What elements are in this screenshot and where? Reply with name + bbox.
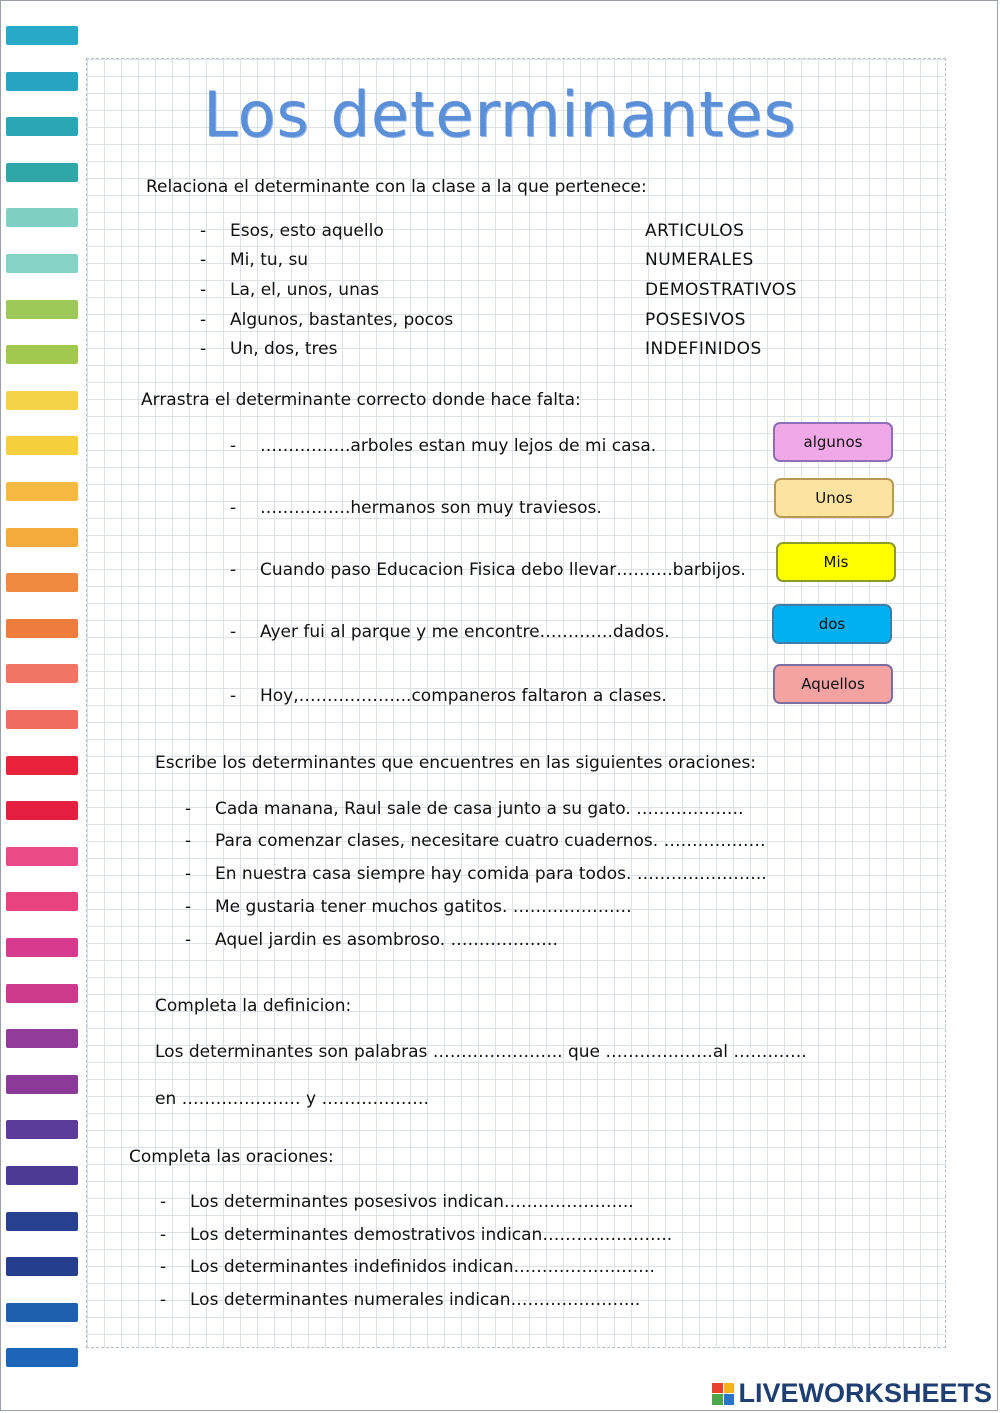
- match-left-item: - Esos, esto aquello: [200, 221, 384, 241]
- match-left-item: - Mi, tu, su: [200, 250, 309, 270]
- match-left-item: - Un, dos, tres: [200, 339, 338, 359]
- color-stripe: [6, 1029, 78, 1048]
- color-stripe: [6, 26, 78, 45]
- match-right-item[interactable]: DEMOSTRATIVOS: [645, 280, 797, 300]
- drag-chip-aquellos[interactable]: Aquellos: [773, 664, 893, 704]
- color-stripe: [6, 984, 78, 1003]
- color-stripe: [6, 528, 78, 547]
- color-stripe: [6, 1075, 78, 1094]
- color-stripe: [6, 1120, 78, 1139]
- color-stripe: [6, 710, 78, 729]
- complete-sentence: - Los determinantes numerales indican…………………..: [160, 1290, 641, 1310]
- drag-sentence: - Ayer fui al parque y me encontre………….dados.: [230, 622, 670, 642]
- drag-sentence: - Cuando paso Educacion Fisica debo llevar……….barbijos.: [230, 560, 746, 580]
- color-stripe: [6, 345, 78, 364]
- liveworksheets-logo-text: LIVEWORKSHEETS: [738, 1378, 992, 1408]
- section5-heading: Completa las oraciones:: [129, 1147, 334, 1167]
- definition-line-1: Los determinantes son palabras ………………….. que ……………….al ………….: [155, 1042, 807, 1062]
- drag-chip-algunos[interactable]: algunos: [773, 422, 893, 462]
- color-stripe: [6, 1303, 78, 1322]
- color-stripe: [6, 756, 78, 775]
- complete-sentence: - Los determinantes posesivos indican…………………..: [160, 1192, 634, 1212]
- color-stripe: [6, 482, 78, 501]
- color-stripe: [6, 208, 78, 227]
- write-sentence: - Aquel jardin es asombroso. ……………….: [185, 930, 558, 950]
- color-stripe: [6, 254, 78, 273]
- color-stripe: [6, 1166, 78, 1185]
- write-sentence: - En nuestra casa siempre hay comida para todos. …………………..: [185, 864, 767, 884]
- drag-chip-unos[interactable]: Unos: [774, 478, 894, 518]
- color-stripe: [6, 573, 78, 592]
- color-stripe: [6, 847, 78, 866]
- write-sentence: - Cada manana, Raul sale de casa junto a su gato. ……………….: [185, 799, 744, 819]
- color-stripe: [6, 619, 78, 638]
- worksheet-title: Los determinantes: [203, 78, 797, 151]
- color-stripe: [6, 436, 78, 455]
- match-right-item[interactable]: NUMERALES: [645, 250, 754, 270]
- drag-sentence: - …………….arboles estan muy lejos de mi casa.: [230, 436, 657, 456]
- match-right-item[interactable]: INDEFINIDOS: [645, 339, 762, 359]
- color-stripe: [6, 892, 78, 911]
- complete-sentence: - Los determinantes demostrativos indican…………………..: [160, 1225, 673, 1245]
- liveworksheets-logo: [712, 1378, 992, 1409]
- color-stripe: [6, 391, 78, 410]
- match-left-item: - Algunos, bastantes, pocos: [200, 310, 454, 330]
- section4-heading: Completa la definicion:: [155, 996, 352, 1016]
- color-stripe: [6, 163, 78, 182]
- write-sentence: - Para comenzar clases, necesitare cuatro cuadernos. ………………: [185, 831, 766, 851]
- color-stripe: [6, 1212, 78, 1231]
- drag-sentence: - …………….hermanos son muy traviesos.: [230, 498, 602, 518]
- liveworksheets-logo-icon: [712, 1383, 734, 1405]
- definition-line-2: en ………………… y ……………….: [155, 1089, 429, 1109]
- drag-chip-mis[interactable]: Mis: [776, 542, 896, 582]
- drag-sentence: - Hoy,………………..companeros faltaron a clases.: [230, 686, 667, 706]
- match-right-item[interactable]: POSESIVOS: [645, 310, 746, 330]
- complete-sentence: - Los determinantes indefinidos indican…………………….: [160, 1257, 655, 1277]
- match-left-item: - La, el, unos, unas: [200, 280, 380, 300]
- color-stripe: [6, 1348, 78, 1367]
- color-stripe: [6, 300, 78, 319]
- section3-heading: Escribe los determinantes que encuentres en las siguientes oraciones:: [155, 753, 757, 773]
- color-stripe: [6, 664, 78, 683]
- match-right-item[interactable]: ARTICULOS: [645, 221, 745, 241]
- color-stripe: [6, 938, 78, 957]
- write-sentence: - Me gustaria tener muchos gatitos. …………………: [185, 897, 632, 917]
- section1-heading: Relaciona el determinante con la clase a la que pertenece:: [146, 177, 647, 197]
- color-stripe: [6, 801, 78, 820]
- color-stripe: [6, 1257, 78, 1276]
- drag-chip-dos[interactable]: dos: [772, 604, 892, 644]
- section2-heading: Arrastra el determinante correcto donde hace falta:: [141, 390, 581, 410]
